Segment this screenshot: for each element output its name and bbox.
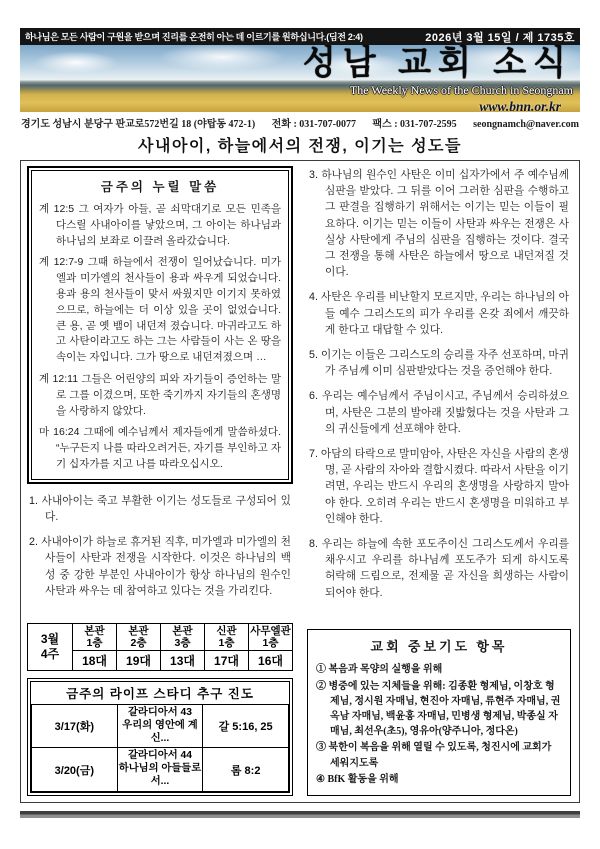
- lesson-subtitle: 하나님의 아들들로서...: [118, 763, 202, 788]
- verse-matt-16-24: [39, 425, 281, 472]
- point-text: 우리는 하늘에 속한 포도주이신 그리스도께서 우리를 채우시고 우리를 하나님께 포도주가 되게 하시도록 허락해 드림으로, 전제물 곧 자신을 희생하는 사람이 되어야 한다.: [321, 538, 569, 599]
- building: 본관: [128, 624, 149, 637]
- floor: 1층: [262, 636, 279, 649]
- vehicle-count: 19대: [117, 650, 161, 670]
- newsletter-subtitle: The Weekly News of the Church in Seongnam: [349, 82, 573, 97]
- point-text: 우리는 예수님께서 주님이시고, 주님께서 승리하셨으며, 사탄은 그분의 발아래 짓밟혔다는 것을 사탄과 그의 귀신들에게 선포해야 한다.: [322, 390, 569, 435]
- issue-date-text: 2026년 3월 15일 / 제 1735호: [425, 31, 575, 44]
- prayer-box-title: 교회 중보기도 항목: [370, 639, 508, 655]
- item-marker: ③: [316, 742, 326, 754]
- column-header: [117, 623, 161, 650]
- point-5: [309, 347, 569, 379]
- verse-text: 그때에 예수님께서 제자들에게 말씀하셨다. “누구든지 나를 따라오려거든, 자기를 부인하고 자기 십자가를 지고 나를 따라오십시오.: [56, 426, 281, 470]
- point-number: 4.: [309, 291, 318, 304]
- life-study-table-inner: [30, 681, 290, 793]
- footer-divider-bar: [20, 811, 580, 818]
- point-text: 하나님의 원수인 사탄은 이미 십자가에서 주 예수님께 심판을 받았다. 그 뒤를 이어 그러한 심판을 수행하고 그 판결을 집행하기 위해서는 이기는 믿는 이들이 필요하다. 이기는 믿는 이들이 사탄과 싸우는 전쟁은 사실상 사탄에게 주님의 심판을 집행하는 것이다. 결국 그 전쟁을 통해 사탄은 하늘에서 땅으로 내던져질 것이다.: [321, 169, 569, 279]
- verse-ref: 마 16:24: [39, 426, 80, 439]
- scripture-box-title: 금주의 누릴 말씀: [100, 180, 220, 194]
- floor: 2층: [130, 636, 147, 649]
- vehicle-count: 13대: [161, 650, 205, 670]
- point-8: [309, 536, 569, 601]
- item-text: 북한이 복음을 위해 열릴 수 있도록, 청진시에 교회가 세워지도록: [328, 742, 552, 769]
- item-text: 병중에 있는 지체들을 위해: 김종환 형제님, 이창호 형제님, 정시원 자매님, 현진아 자매님, 류현주 자매님, 권옥남 자매님, 백윤홍 자매님, 민병생 형제님, 박종실 자매님, 최선우(초5), 영유아(양주니아, 정다온): [328, 680, 561, 738]
- point-number: 3.: [309, 169, 318, 181]
- point-4: [309, 289, 569, 338]
- period-month: 3월: [40, 632, 60, 647]
- top-verse-bar: [20, 28, 580, 45]
- building: 본관: [172, 624, 193, 637]
- study-date: 3/20(금): [32, 748, 118, 792]
- point-number: 6.: [309, 390, 318, 403]
- church-phone: 전화 : 031-707-0077: [271, 119, 356, 130]
- prayer-items-box: [307, 629, 571, 796]
- verse-rev-12-5: [39, 202, 281, 249]
- scripture-box: [27, 166, 293, 484]
- masthead-title-block: [303, 46, 573, 112]
- point-number: 1.: [29, 494, 38, 507]
- point-number: 8.: [309, 538, 318, 551]
- right-column: [298, 161, 579, 802]
- item-marker: ①: [316, 664, 326, 676]
- verse-ref: 계 12:11: [39, 372, 79, 385]
- point-1: [29, 493, 291, 525]
- period-cell: [28, 623, 73, 670]
- website-link[interactable]: www.bnn.or.kr: [479, 98, 561, 112]
- study-lesson: [117, 748, 203, 792]
- vehicle-count: 16대: [248, 650, 292, 670]
- content-frame: [20, 160, 580, 803]
- point-number: 5.: [309, 349, 318, 362]
- floor: 3층: [174, 636, 191, 649]
- table-row: [32, 748, 289, 792]
- motto-text: 하나님은 모든 사람이 구원을 받으며 진리를 온전히 아는 데 이르기를 원하십니다.(딤전 2:4): [25, 32, 363, 42]
- point-number: 2.: [29, 536, 38, 549]
- table-row: [32, 704, 289, 748]
- item-text: BfK 활동을 위해: [327, 773, 399, 785]
- study-verse: 갈 5:16, 25: [203, 704, 289, 748]
- lesson-title: 갈라디아서 44: [127, 750, 193, 762]
- floor: 1층: [86, 636, 103, 649]
- verse-ref: 계 12:5: [39, 203, 75, 215]
- column-header: [161, 623, 205, 650]
- left-column: [21, 161, 298, 802]
- vehicle-count: 18대: [73, 650, 117, 670]
- lesson-subtitle: 우리의 영안에 계신...: [122, 719, 198, 744]
- item-marker: ②: [316, 680, 326, 692]
- vehicle-count: 17대: [205, 650, 249, 670]
- building: 신관: [216, 624, 237, 637]
- point-number: 7.: [309, 448, 318, 461]
- point-text: 아담의 타락으로 말미암아, 사탄은 자신을 사람의 혼생명, 곧 사람의 자아와 결합시켰다. 따라서 사탄을 이기려면, 우리는 반드시 우리의 혼생명을 사랑하지 말아야 한다. 오히려 우리는 반드시 혼생명을 미워하고 부인해야 한다.: [320, 448, 569, 525]
- verse-text: 그때 하늘에서 전쟁이 일어났습니다. 미가엘과 미가엘의 천사들이 용과 싸우게 되었습니다. 용과 용의 천사들이 맞서 싸웠지만 이기지 못하였으므로, 하늘에는 더 이상 있을 곳이 없었습니다. 큰 용, 곧 옛 뱀이 내던져 졌습니다. 마귀라고도 하고 사탄이라고도 하는 그는 사람들이 사는 온 땅을 속이는 자입니다. 그가 땅으로 내던져졌으며 …: [56, 256, 281, 364]
- left-bottom-tables: [27, 623, 293, 796]
- point-2: [29, 534, 291, 599]
- newsletter-title: 성남 교회 소식: [302, 45, 573, 82]
- point-text: 이기는 이들은 그리스도의 승리를 자주 선포하며, 마귀가 주님께 이미 심판받았다는 것을 증언해야 한다.: [320, 349, 569, 378]
- prayer-item-2: [316, 679, 562, 740]
- prayer-item-3: [316, 740, 562, 770]
- prayer-item-4: [316, 772, 562, 787]
- church-email[interactable]: seongnamch@naver.com: [473, 119, 579, 130]
- period-week: 4주: [40, 646, 60, 661]
- life-study-table: [31, 682, 289, 792]
- column-header: [73, 623, 117, 650]
- column-header: [205, 623, 249, 650]
- verse-rev-12-11: [39, 372, 281, 419]
- item-text: 복음과 목양의 실행을 위해: [328, 664, 443, 676]
- study-verse: 롬 8:2: [203, 748, 289, 792]
- prayer-item-1: [316, 662, 562, 677]
- masthead-photo-banner: [20, 45, 580, 112]
- column-header: [248, 623, 292, 650]
- verse-ref: 계 12:7-9: [39, 256, 84, 269]
- building: 사무엘관: [250, 624, 291, 637]
- floor: 1층: [218, 636, 235, 649]
- study-lesson: [117, 704, 203, 748]
- table-row: [28, 623, 293, 650]
- page-title: 사내아이, 하늘에서의 전쟁, 이기는 성도들: [138, 138, 462, 155]
- verse-rev-12-7-9: [39, 255, 281, 366]
- church-address: 경기도 성남시 분당구 판교로572번길 18 (야탑동 472-1): [21, 119, 256, 130]
- study-date: 3/17(화): [32, 704, 118, 748]
- point-text: 사내아이는 죽고 부활한 이기는 성도들로 구성되어 있다.: [41, 494, 291, 523]
- item-marker: ④: [316, 773, 325, 785]
- building: 본관: [84, 624, 105, 637]
- life-study-table-wrap: [27, 678, 293, 796]
- table-row: [32, 682, 289, 705]
- life-study-title: 금주의 라이프 스타디 추구 진도: [66, 686, 254, 701]
- point-7: [309, 446, 569, 527]
- point-text: 사내아이가 하늘로 휴거된 직후, 미가엘과 미가엘의 천사들이 사탄과 전쟁을 시작한다. 이것은 하나님의 백성 중 강한 부분인 사내아이가 항상 하나님의 원수인 사탄과 싸우는 데 참여하고 있다는 것을 가리킨다.: [41, 536, 291, 597]
- verse-text: 그 여자가 아들, 곧 쇠막대기로 모든 민족을 다스릴 사내아이를 낳았으며, 그 아이는 하나님과 하나님의 보좌로 이끌려 올라갔습니다.: [56, 203, 281, 247]
- point-6: [309, 388, 569, 437]
- church-fax: 팩스 : 031-707-2595: [372, 119, 457, 130]
- point-text: 사탄은 우리를 비난할지 모르지만, 우리는 하나님의 아들 예수 그리스도의 피가 우리를 온갖 죄에서 깨끗하게 한다고 대답할 수 있다.: [320, 291, 569, 336]
- lesson-title: 갈라디아서 43: [127, 706, 193, 718]
- verse-text: 그들은 어린양의 피와 자기들이 증언하는 말로 그를 이겼으며, 또한 죽기까지 자기들의 혼생명을 사랑하지 않았다.: [56, 372, 282, 417]
- point-3: [309, 167, 569, 280]
- vehicle-count-table: [27, 623, 293, 671]
- contact-info-row: [20, 112, 580, 131]
- scripture-box-inner: [31, 170, 289, 480]
